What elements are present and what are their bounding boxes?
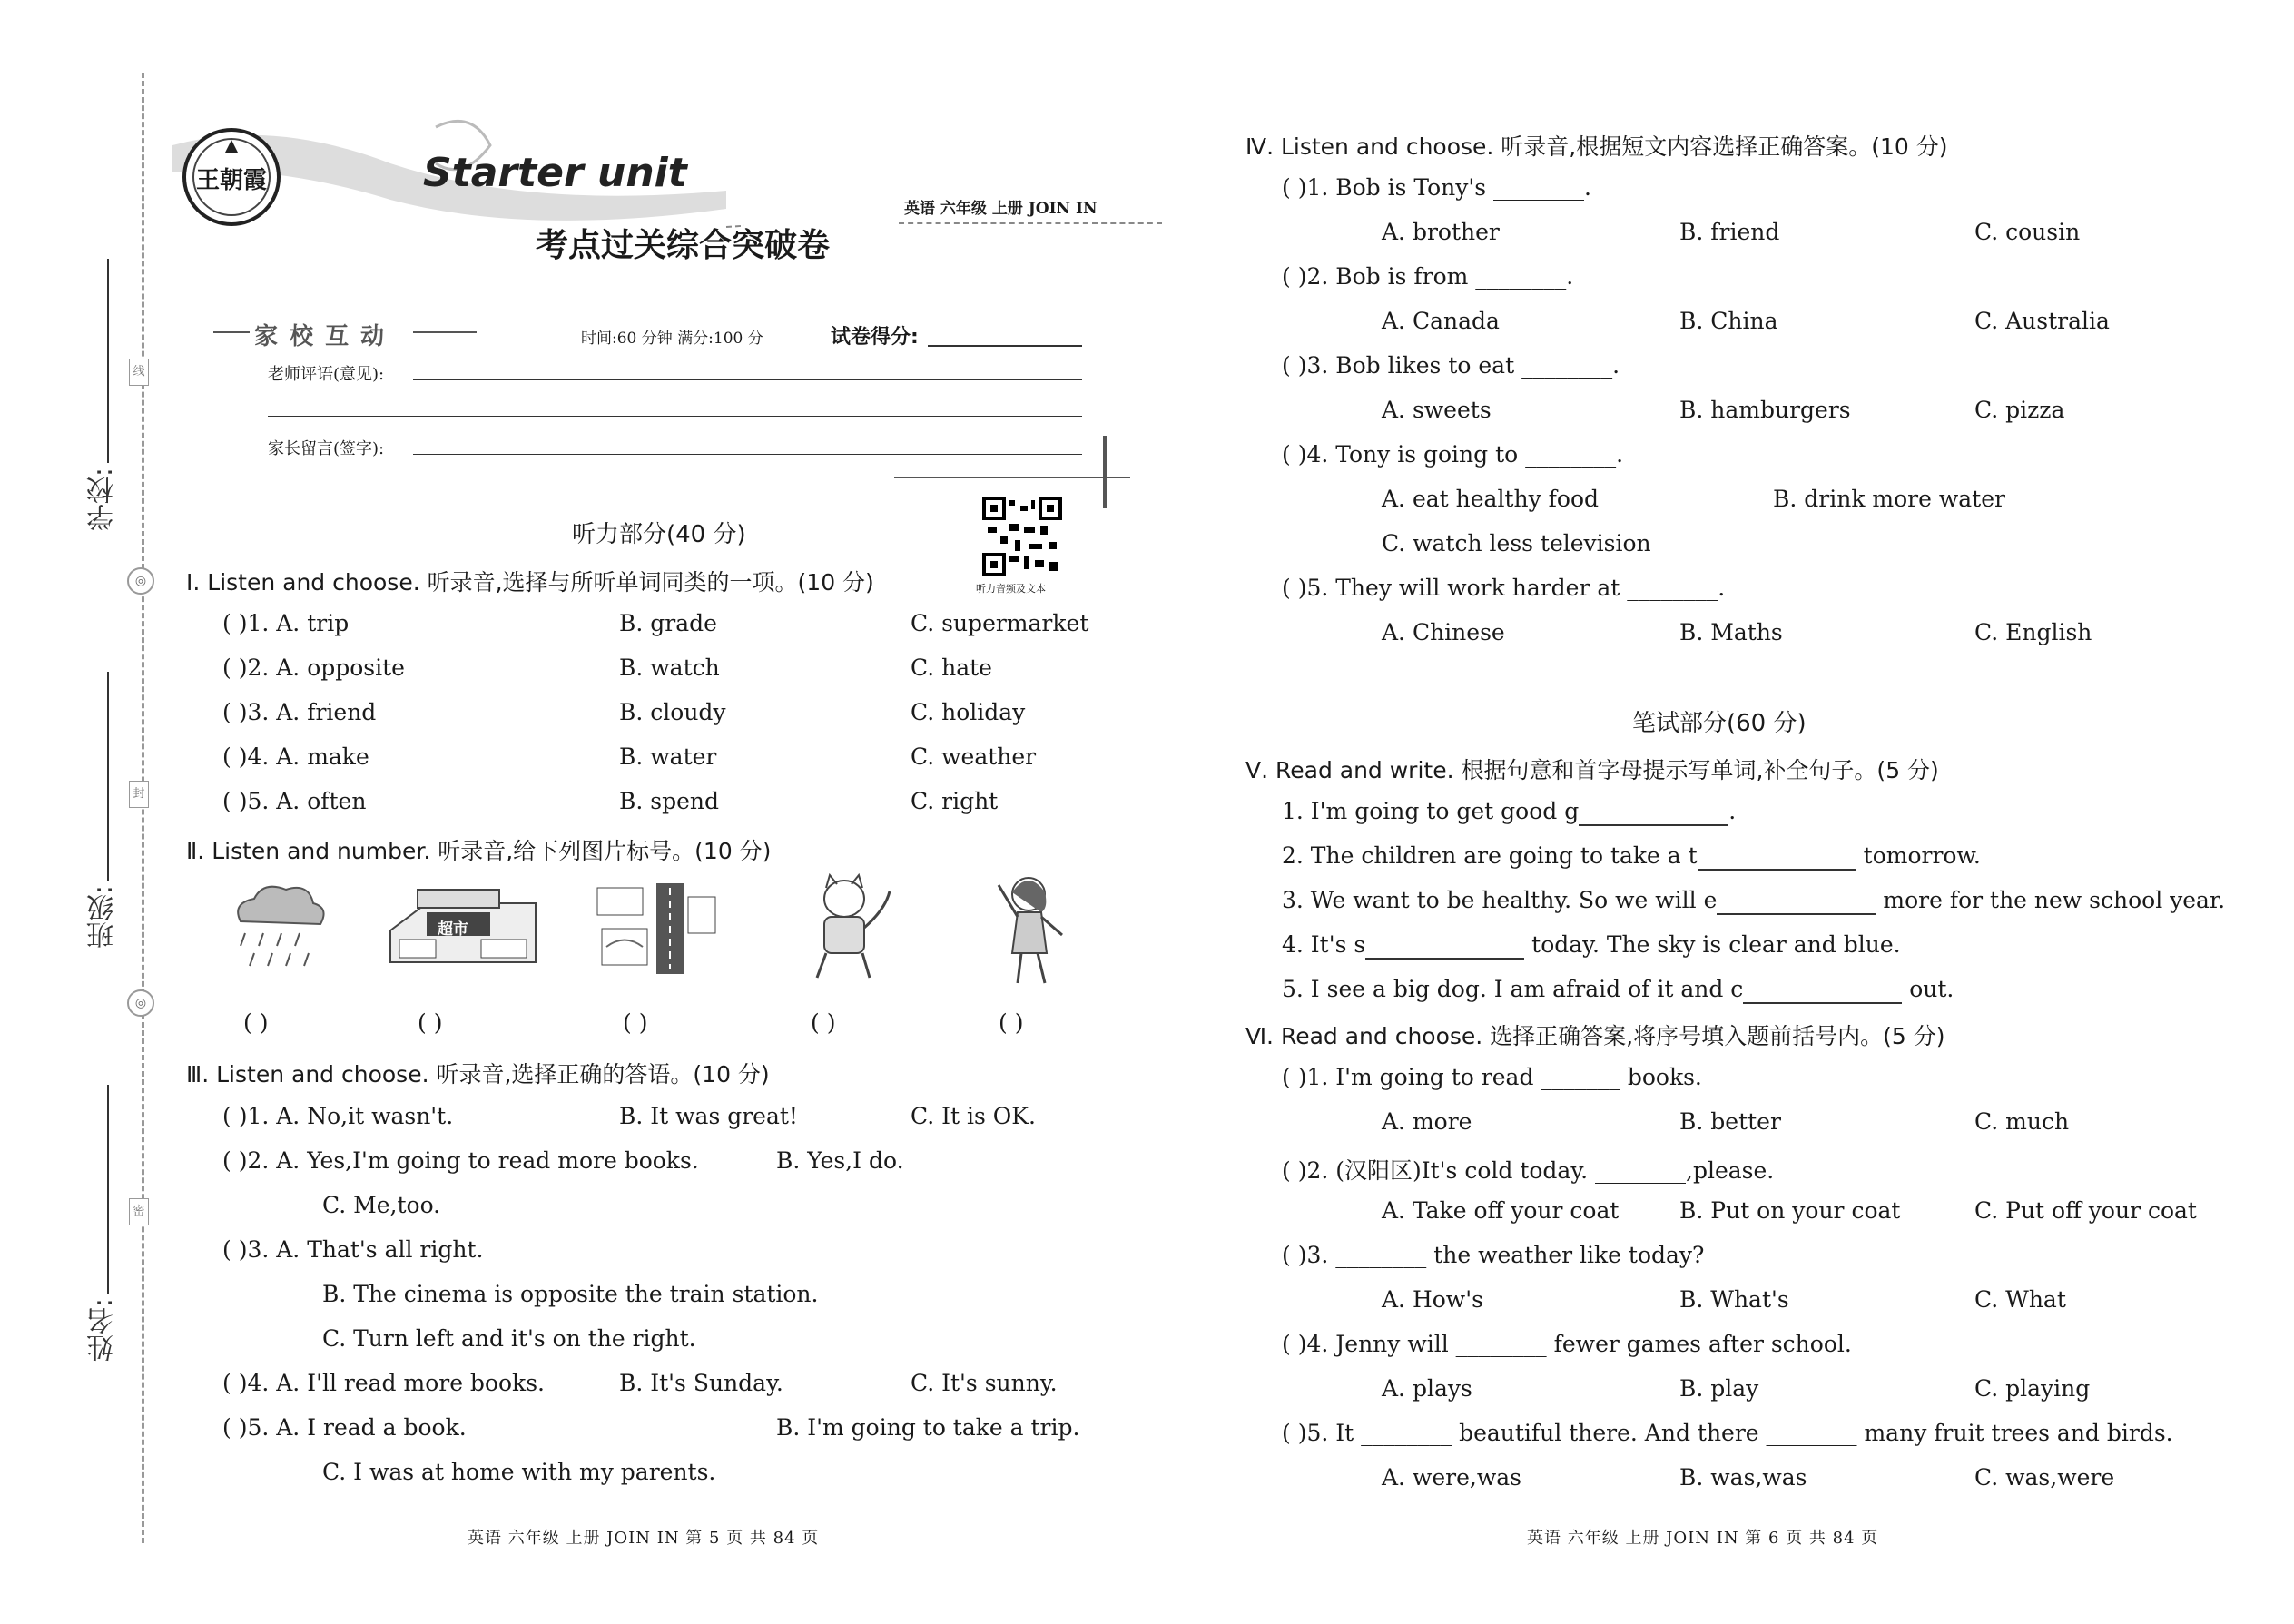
parent-comment-label: 家长留言(签字): — [268, 439, 385, 458]
picture-answer-paren[interactable]: ( ) — [999, 1009, 1024, 1036]
question-4-5[interactable]: ( )5. They will work harder at ________. — [1282, 575, 1726, 601]
question-6-2[interactable]: ( )2. (汉阳区)It's cold today. ________,please. — [1282, 1157, 1775, 1184]
binding-mark: 线 — [129, 359, 149, 386]
option-c[interactable]: C. playing — [1974, 1375, 2091, 1402]
home-school-label: 家 校 互 动 — [254, 323, 387, 350]
teacher-comment-field[interactable] — [413, 379, 1082, 380]
sentence-5-3 — [1282, 887, 2225, 915]
option-c[interactable]: C. I was at home with my parents. — [322, 1459, 716, 1485]
question-1-1[interactable]: ( )1. A. trip — [222, 610, 350, 636]
option-c[interactable]: C. It is OK. — [911, 1103, 1036, 1129]
option-a[interactable]: A. Canada — [1382, 308, 1500, 334]
option-b[interactable]: B. drink more water — [1773, 486, 2005, 512]
option-c[interactable]: C. It's sunny. — [911, 1370, 1058, 1396]
option-c[interactable]: C. holiday — [911, 699, 1026, 725]
option-b[interactable]: B. Yes,I do. — [776, 1147, 904, 1174]
rain-cloud-picture — [222, 881, 331, 980]
divider — [413, 331, 477, 333]
score-field[interactable] — [928, 345, 1082, 347]
page-footer-left: 英语 六年级 上册 JOIN IN 第 5 页 共 84 页 — [468, 1529, 820, 1548]
option-b[interactable]: B. was,was — [1679, 1464, 1807, 1491]
store-sign: 超市 — [438, 920, 468, 939]
binding-mark: 密 — [129, 1198, 149, 1225]
option-b[interactable]: B. spend — [619, 788, 719, 814]
cat-picture — [790, 873, 899, 987]
sentence-text: . — [1728, 798, 1737, 824]
question-4-1[interactable]: ( )1. Bob is Tony's ________. — [1282, 174, 1592, 201]
option-c[interactable]: C. pizza — [1974, 397, 2065, 423]
class-field[interactable] — [107, 672, 109, 881]
class-label: 班级: — [87, 885, 119, 950]
question-1-3[interactable]: ( )3. A. friend — [222, 699, 377, 725]
name-field[interactable] — [107, 1085, 109, 1294]
answer-blank[interactable] — [1717, 887, 1876, 915]
parent-comment-field[interactable] — [413, 454, 1082, 455]
option-c[interactable]: C. hate — [911, 655, 992, 681]
sentence-text: tomorrow. — [1863, 842, 1981, 869]
picture-answer-paren[interactable]: ( ) — [243, 1009, 269, 1036]
option-a[interactable]: A. eat healthy food — [1382, 486, 1600, 512]
option-a[interactable]: A. How's — [1382, 1286, 1483, 1313]
question-4-2[interactable]: ( )2. Bob is from ________. — [1282, 263, 1574, 290]
option-b[interactable]: B. I'm going to take a trip. — [776, 1414, 1080, 1441]
option-b[interactable]: B. Maths — [1679, 619, 1783, 645]
sentence-5-4 — [1282, 931, 1901, 960]
corner-bracket — [1103, 436, 1107, 508]
name-label: 姓名: — [87, 1298, 119, 1363]
option-c[interactable]: C. English — [1974, 619, 2092, 645]
option-b[interactable]: B. China — [1679, 308, 1778, 334]
binding-mark: 封 — [129, 781, 149, 808]
option-b[interactable]: B. It's Sunday. — [619, 1370, 783, 1396]
option-b[interactable]: B. grade — [619, 610, 717, 636]
answer-blank[interactable] — [1365, 931, 1524, 960]
answer-blank[interactable] — [1743, 976, 1902, 1004]
option-b[interactable]: B. What's — [1679, 1286, 1789, 1313]
street-map-picture — [588, 879, 724, 979]
answer-blank[interactable] — [1698, 842, 1856, 871]
question-1-4[interactable]: ( )4. A. make — [222, 743, 369, 770]
section-2-title: Ⅱ. Listen and number. 听录音,给下列图片标号。(10 分) — [186, 838, 772, 864]
option-a[interactable]: A. brother — [1382, 219, 1500, 245]
section-5-title: Ⅴ. Read and write. 根据句意和首字母提示写单词,补全句子。(5 分) — [1245, 757, 1939, 783]
logo-text: 王朝霞 — [196, 167, 268, 194]
school-field[interactable] — [107, 259, 109, 463]
question-3-3[interactable]: ( )3. A. That's all right. — [222, 1236, 484, 1263]
time-info: 时间:60 分钟 满分:100 分 — [581, 330, 763, 348]
listening-part-title: 听力部分(40 分) — [572, 521, 746, 548]
question-3-5[interactable]: ( )5. A. I read a book. — [222, 1414, 467, 1441]
option-c[interactable]: C. much — [1974, 1108, 2070, 1135]
option-a[interactable]: A. more — [1382, 1108, 1472, 1135]
question-6-5[interactable]: ( )5. It ________ beautiful there. And there ________ many fruit trees and birds. — [1282, 1420, 2173, 1446]
option-c[interactable]: C. weather — [911, 743, 1037, 770]
option-b[interactable]: B. better — [1679, 1108, 1781, 1135]
school-label: 学校: — [87, 468, 119, 532]
option-c[interactable]: C. Turn left and it's on the right. — [322, 1325, 696, 1352]
sentence-text: out. — [1909, 976, 1954, 1002]
question-6-1[interactable]: ( )1. I'm going to read _______ books. — [1282, 1064, 1702, 1090]
teacher-comment-label: 老师评语(意见): — [268, 365, 385, 384]
sentence-text: 1. I'm going to get good g — [1282, 798, 1580, 824]
qr-code-icon[interactable] — [982, 497, 1062, 576]
option-c[interactable]: C. right — [911, 788, 999, 814]
question-4-3[interactable]: ( )3. Bob likes to eat ________. — [1282, 352, 1620, 379]
teacher-comment-field-line2[interactable] — [268, 416, 1082, 417]
option-a[interactable]: A. plays — [1382, 1375, 1472, 1402]
option-b[interactable]: B. hamburgers — [1679, 397, 1851, 423]
option-c[interactable]: C. Australia — [1974, 308, 2110, 334]
sentence-5-1 — [1282, 798, 1736, 826]
picture-answer-paren[interactable]: ( ) — [623, 1009, 648, 1036]
qr-caption: 听力音频及文本 — [976, 583, 1046, 595]
sentence-text: 5. I see a big dog. I am afraid of it and c — [1282, 976, 1744, 1002]
option-a[interactable]: A. were,was — [1382, 1464, 1521, 1491]
option-b[interactable]: B. The cinema is opposite the train station. — [322, 1281, 819, 1307]
option-b[interactable]: B. play — [1679, 1375, 1759, 1402]
sentence-text: more for the new school year. — [1883, 887, 2226, 913]
score-label: 试卷得分: — [831, 326, 919, 349]
page-title: 考点过关综合突破卷 — [536, 226, 831, 264]
writing-part-title: 笔试部分(60 分) — [1632, 710, 1807, 737]
option-b[interactable]: B. It was great! — [619, 1103, 798, 1129]
option-a[interactable]: A. Chinese — [1382, 619, 1505, 645]
page-footer-right: 英语 六年级 上册 JOIN IN 第 6 页 共 84 页 — [1527, 1529, 1879, 1548]
binding-hole-icon: ◎ — [127, 989, 154, 1017]
option-c[interactable]: C. Me,too. — [322, 1192, 441, 1218]
question-3-4[interactable]: ( )4. A. I'll read more books. — [222, 1370, 545, 1396]
section-3-title: Ⅲ. Listen and choose. 听录音,选择正确的答语。(10 分) — [186, 1061, 770, 1088]
section-1-title: Ⅰ. Listen and choose. 听录音,选择与所听单词同类的一项。(10 分) — [186, 569, 874, 595]
question-6-3[interactable]: ( )3. ________ the weather like today? — [1282, 1242, 1705, 1268]
option-b[interactable]: B. friend — [1679, 219, 1780, 245]
section-6-title: Ⅵ. Read and choose. 选择正确答案,将序号填入题前括号内。(5 分) — [1245, 1023, 1945, 1049]
divider — [213, 331, 250, 333]
question-3-1[interactable]: ( )1. A. No,it wasn't. — [222, 1103, 454, 1129]
picture-answer-paren[interactable]: ( ) — [418, 1009, 443, 1036]
option-b[interactable]: B. watch — [619, 655, 720, 681]
option-c[interactable]: C. watch less television — [1382, 530, 1651, 556]
option-c[interactable]: C. What — [1974, 1286, 2066, 1313]
header-tag: 英语 六年级 上册 JOIN IN — [904, 200, 1098, 218]
answer-blank[interactable] — [1579, 798, 1728, 826]
option-c[interactable]: C. supermarket — [911, 610, 1089, 636]
binding-hole-icon: ◎ — [127, 567, 154, 595]
question-6-4[interactable]: ( )4. Jenny will ________ fewer games after school. — [1282, 1331, 1852, 1357]
sentence-5-5 — [1282, 976, 1954, 1004]
binding-dashed-line — [142, 73, 144, 1543]
sentence-text: today. The sky is clear and blue. — [1531, 931, 1901, 958]
option-c[interactable]: C. Put off your coat — [1974, 1197, 2197, 1224]
option-c[interactable]: C. was,were — [1974, 1464, 2115, 1491]
picture-answer-paren[interactable]: ( ) — [811, 1009, 836, 1036]
sentence-text: 2. The children are going to take a t — [1282, 842, 1698, 869]
question-1-5[interactable]: ( )5. A. often — [222, 788, 367, 814]
option-a[interactable]: A. sweets — [1382, 397, 1492, 423]
sentence-text: 3. We want to be healthy. So we will e — [1282, 887, 1718, 913]
option-b[interactable]: B. Put on your coat — [1679, 1197, 1901, 1224]
question-1-2[interactable]: ( )2. A. opposite — [222, 655, 405, 681]
option-b[interactable]: B. cloudy — [619, 699, 726, 725]
divider — [894, 477, 1130, 478]
tag-underline — [899, 222, 1162, 224]
girl-picture — [985, 867, 1076, 989]
option-c[interactable]: C. cousin — [1974, 219, 2081, 245]
section-4-title: Ⅳ. Listen and choose. 听录音,根据短文内容选择正确答案。(10 分) — [1245, 133, 1948, 160]
sentence-text: 4. It's s — [1282, 931, 1366, 958]
question-4-4[interactable]: ( )4. Tony is going to ________. — [1282, 441, 1624, 468]
option-b[interactable]: B. water — [619, 743, 717, 770]
option-a[interactable]: A. Take off your coat — [1382, 1197, 1620, 1224]
question-3-2[interactable]: ( )2. A. Yes,I'm going to read more books. — [222, 1147, 699, 1174]
unit-title: Starter unit — [423, 150, 687, 196]
sentence-5-2 — [1282, 842, 1981, 871]
